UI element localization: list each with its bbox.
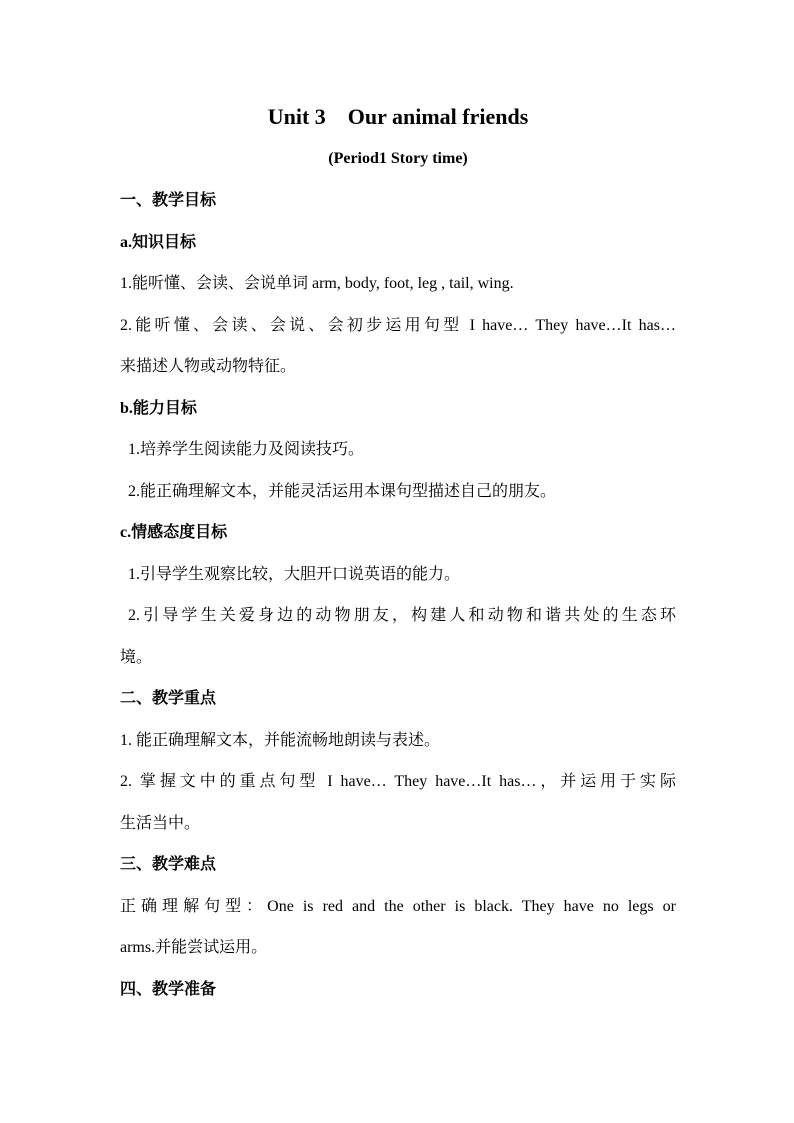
subheading-emotion: c.情感态度目标 <box>120 524 228 541</box>
knowledge-item-2-line-1: 2.能听懂、会读、会说、会初步运用句型 I have… They have…It has… <box>120 316 676 334</box>
keypoints-item-1: 1. 能正确理解文本，并能流畅地朗读与表述。 <box>120 731 441 749</box>
document-subtitle: (Period1 Story time) <box>328 150 468 167</box>
section-heading-keypoints: 二、教学重点 <box>120 690 217 707</box>
ability-item-1: 1.培养学生阅读能力及阅读技巧。 <box>128 441 365 458</box>
difficulties-line-2: arms.并能尝试运用。 <box>120 939 268 956</box>
document-content <box>120 96 676 1010</box>
emotion-item-1: 1.引导学生观察比较，大胆开口说英语的能力。 <box>128 565 461 583</box>
subheading-knowledge: a.知识目标 <box>120 233 197 251</box>
emotion-item-2-line-1: 2.引导学生关爱身边的动物朋友，构建人和动物和谐共处的生态环 <box>128 607 676 624</box>
knowledge-item-1: 1.能听懂、会读、会说单词 arm, body, foot, leg , tail, wing. <box>120 275 514 292</box>
section-heading-objectives: 一、教学目标 <box>120 192 217 209</box>
subheading-ability: b.能力目标 <box>120 399 197 417</box>
knowledge-item-2-line-2: 来描述人物或动物特征。 <box>120 358 297 375</box>
emotion-item-2-line-2: 境。 <box>120 648 153 666</box>
keypoints-item-2-line-1: 2. 掌握文中的重点句型 I have… They have…It has…，并运用于实际 <box>120 773 676 790</box>
section-heading-preparation: 四、教学准备 <box>120 980 217 998</box>
section-heading-difficulties: 三、教学难点 <box>120 856 217 873</box>
document-title: Unit 3 Our animal friends <box>267 104 529 129</box>
keypoints-item-2-line-2: 生活当中。 <box>120 814 201 832</box>
ability-item-2: 2.能正确理解文本，并能灵活运用本课句型描述自己的朋友。 <box>128 482 557 500</box>
difficulties-line-1: 正确理解句型：One is red and the other is black. They have no legs or <box>120 897 676 915</box>
